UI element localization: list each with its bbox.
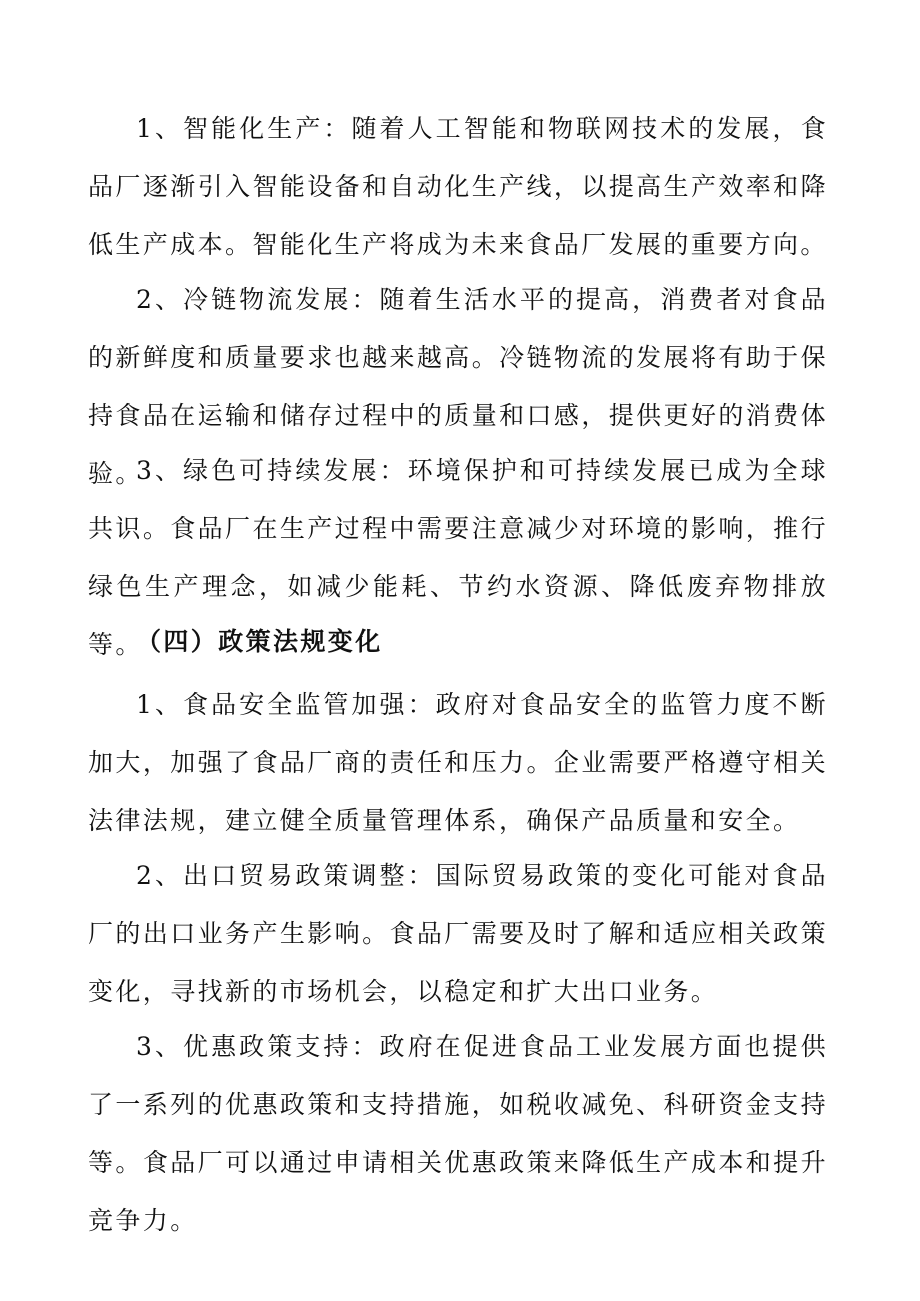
paragraph-export-trade-policy: 2、出口贸易政策调整：国际贸易政策的变化可能对食品厂的出口业务产生影响。食品厂需要及时了解和适应相关政策变化，寻找新的市场机会，以稳定和扩大出口业务。 <box>88 861 828 1006</box>
paragraph-green-sustainable: 3、绿色可持续发展：环境保护和可持续发展已成为全球共识。食品厂在生产过程中需要注意减少对环境的影响，推行绿色生产理念，如减少能耗、节约水资源、降低废弃物排放等。 <box>88 456 828 659</box>
paragraph-preferential-policy: 3、优惠政策支持：政府在促进食品工业发展方面也提供了一系列的优惠政策和支持措施，如税收减免、科研资金支持等。食品厂可以通过申请相关优惠政策来降低生产成本和提升竞争力。 <box>88 1032 828 1235</box>
section-heading-policy-changes: （四）政策法规变化 <box>136 627 383 656</box>
paragraph-smart-production: 1、智能化生产：随着人工智能和物联网技术的发展，食品厂逐渐引入智能设备和自动化生产线，以提高生产效率和降低生产成本。智能化生产将成为未来食品厂发展的重要方向。 <box>88 114 828 259</box>
paragraph-cold-chain-logistics: 2、冷链物流发展：随着生活水平的提高，消费者对食品的新鲜度和质量要求也越来越高。冷链物流的发展将有助于保持食品在运输和储存过程中的质量和口感，提供更好的消费体验。 <box>88 285 828 488</box>
paragraph-food-safety-regulation: 1、食品安全监管加强：政府对食品安全的监管力度不断加大，加强了食品厂商的责任和压力。企业需要严格遵守相关法律法规，建立健全质量管理体系，确保产品质量和安全。 <box>88 690 828 835</box>
